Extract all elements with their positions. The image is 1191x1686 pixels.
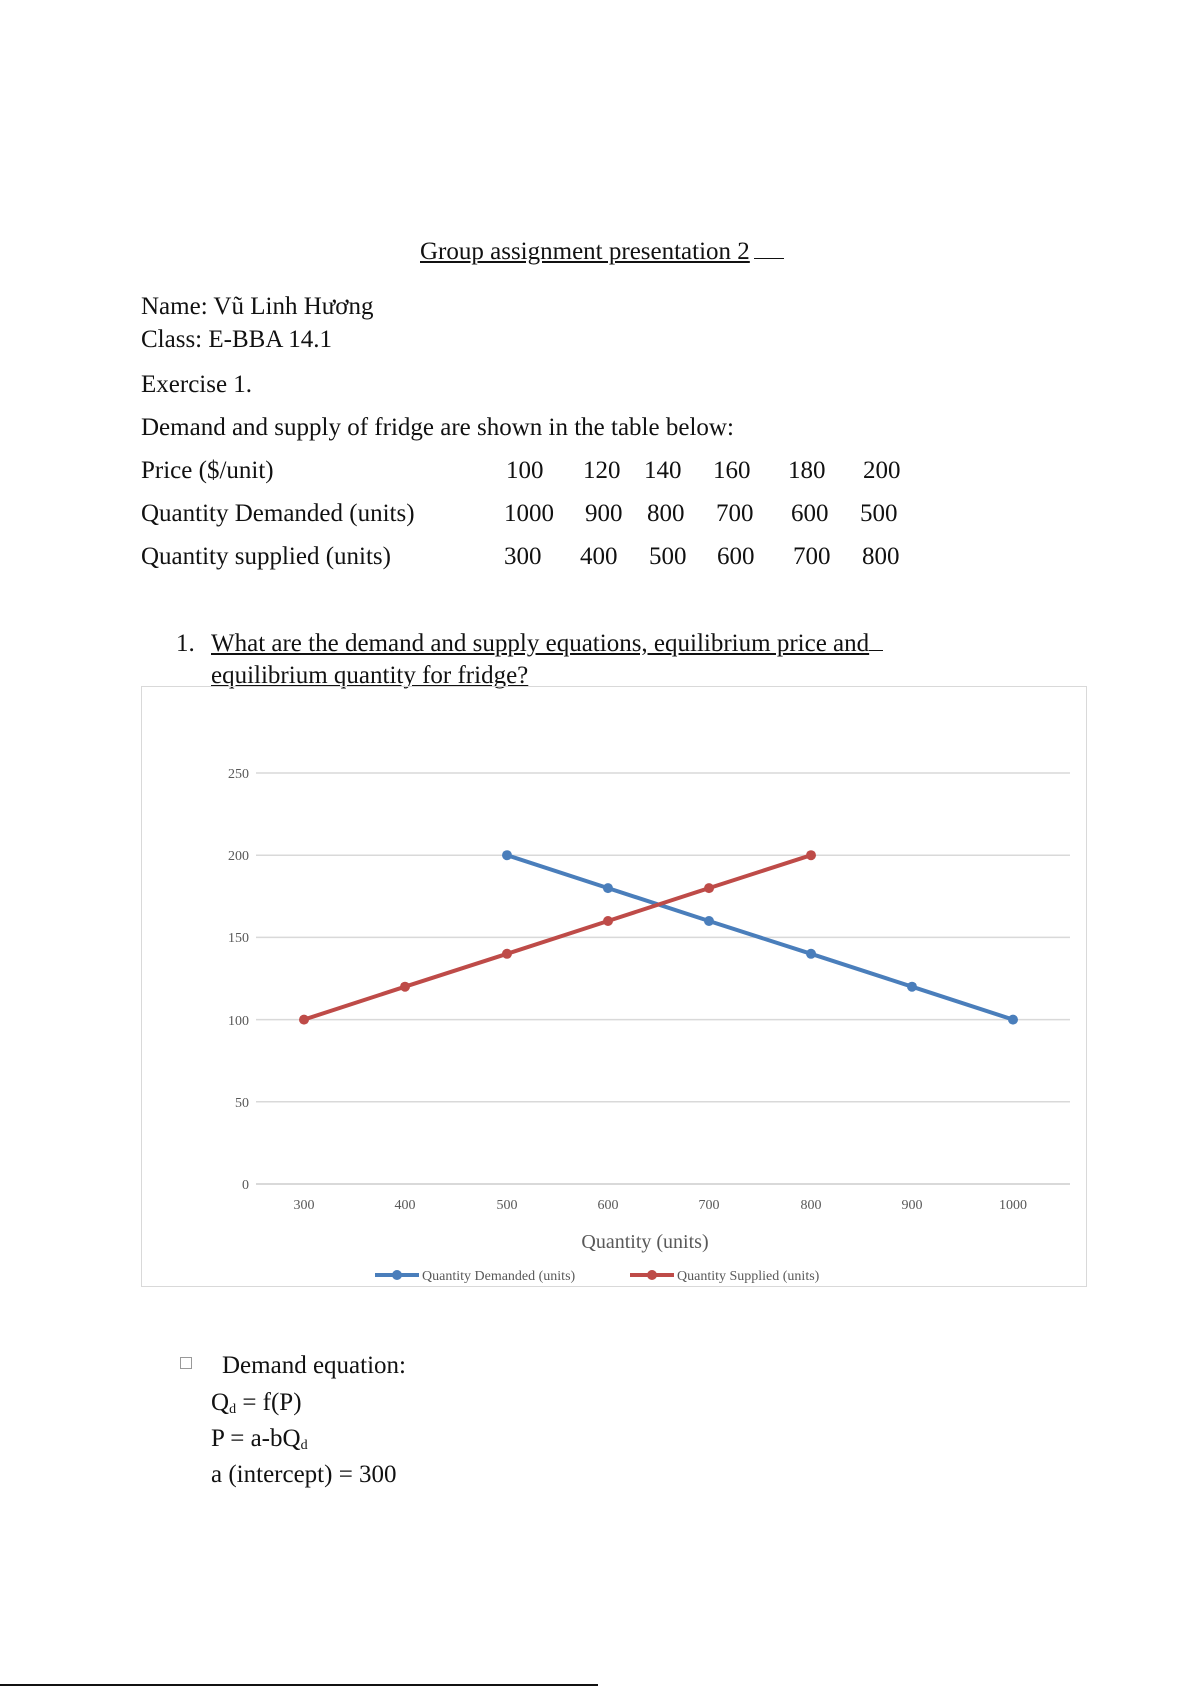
equation-intercept: a (intercept) = 300 (211, 1461, 397, 1488)
checkbox-icon (180, 1357, 192, 1369)
table-row-label: Price ($/unit) (141, 457, 274, 484)
chart-legend (375, 1269, 820, 1284)
legend-supply-label: Quantity Supplied (units) (677, 1269, 820, 1284)
equation-qd: $Q_d = f(P)$ (211, 1389, 302, 1417)
x-tick: 900 (901, 1198, 923, 1213)
x-axis-title: Quantity (units) (581, 1231, 709, 1253)
table-cell: 500 (649, 543, 687, 570)
question-text-line1: What are the demand and supply equations, equilibrium price and (211, 630, 870, 657)
y-axis-labels (228, 767, 249, 1193)
x-tick: 1000 (999, 1198, 1027, 1213)
x-tick: 300 (293, 1198, 315, 1213)
table-cell: 600 (717, 543, 755, 570)
y-tick: 250 (228, 767, 249, 782)
x-tick: 700 (698, 1198, 720, 1213)
table-cell: 160 (713, 457, 751, 484)
student-name: Name: Vũ Linh Hương (141, 293, 374, 320)
table-cell: 100 (506, 457, 544, 484)
table-cell: 700 (716, 500, 754, 527)
table-cell: 900 (585, 500, 623, 527)
chart-canvas (142, 687, 1088, 1288)
y-tick: 0 (242, 1178, 249, 1193)
question-1-line2: equilibrium quantity for fridge? (211, 662, 529, 689)
table-cell: 500 (860, 500, 898, 527)
y-tick: 50 (235, 1096, 249, 1111)
equation-p: $P = a-bQ_d$ (211, 1425, 308, 1453)
document-title: Group assignment presentation 2 (420, 236, 784, 266)
y-tick: 150 (228, 931, 249, 946)
legend-demand-label: Quantity Demanded (units) (422, 1269, 576, 1284)
x-tick: 800 (800, 1198, 822, 1213)
question-number: 1. (176, 630, 195, 657)
exercise-label: Exercise 1. (141, 371, 253, 398)
table-cell: 800 (647, 500, 685, 527)
table-cell: 200 (863, 457, 901, 484)
answer-heading: Demand equation: (222, 1352, 406, 1379)
question-1 (176, 630, 883, 658)
table-row-label: Quantity supplied (units) (141, 543, 391, 570)
gridlines (256, 773, 1070, 1184)
table-cell: 300 (504, 543, 542, 570)
table-cell: 180 (788, 457, 826, 484)
x-tick: 500 (496, 1198, 518, 1213)
x-axis-labels (294, 1198, 1028, 1213)
table-cell: 120 (583, 457, 621, 484)
supply-demand-chart (141, 686, 1087, 1287)
intro-text: Demand and supply of fridge are shown in the table below: (141, 414, 734, 441)
x-tick: 600 (597, 1198, 619, 1213)
y-tick: 200 (228, 849, 249, 864)
table-cell: 800 (862, 543, 900, 570)
table-cell: 1000 (504, 500, 554, 527)
table-cell: 600 (791, 500, 829, 527)
table-cell: 400 (580, 543, 618, 570)
x-tick: 400 (394, 1198, 416, 1213)
table-cell: 700 (793, 543, 831, 570)
table-row-label: Quantity Demanded (units) (141, 500, 415, 527)
student-class: Class: E-BBA 14.1 (141, 326, 332, 353)
y-tick: 100 (228, 1014, 249, 1029)
table-cell: 140 (644, 457, 682, 484)
